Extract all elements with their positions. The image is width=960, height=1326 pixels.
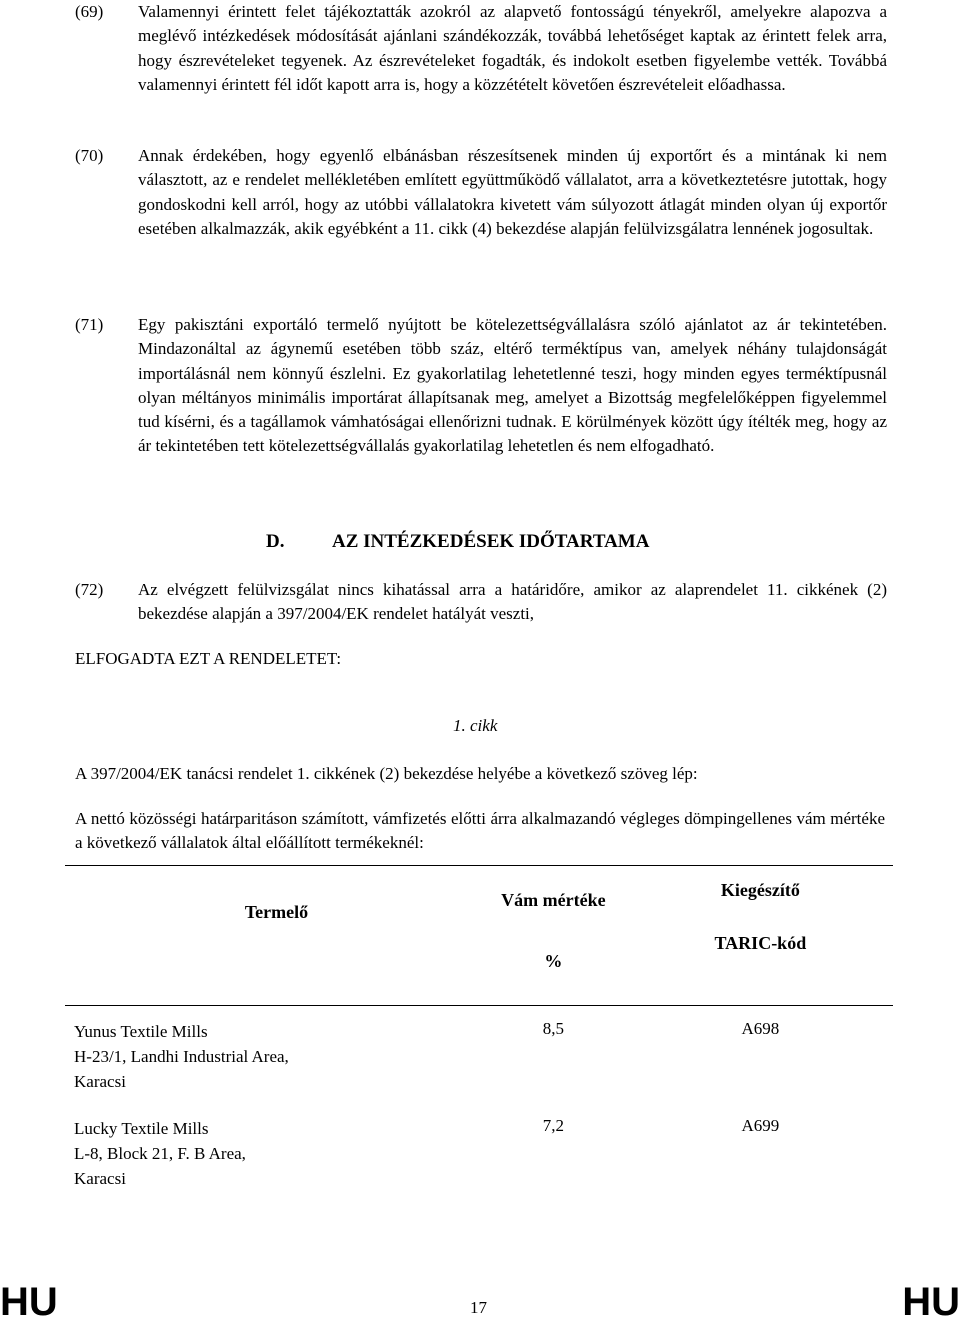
header-rate-label: Vám mértéke xyxy=(501,890,606,910)
header-taric xyxy=(628,866,893,1006)
taric-cell: A699 xyxy=(741,1115,780,1135)
paragraph-text: Egy pakisztáni exportáló termelő nyújtott be kötelezettségvállalásra szóló ajánlatot az ár tekintetében. Mindazonáltal az ágynemű esetében több száz, eltérő terméktípus van, amelyek néhány tulajdonságát importálásnál nem könnyű észlelni. Ez gyakorlatilag lehetetlenné teszi, hogy minden egyes terméktípusnál olyan méltányos minimális importárat állapítsanak meg, amelyet a Bizottság megfelelőképpen figyelemmel tud kísérni, és a tagállamok vámhatóságai ellenőrizni tudnak. E körülmények között úgy ítélték meg, hogy az ár tekintetében tett kötelezettségvállalás gyakorlatilag lehetetlen és nem elfogadható. xyxy=(138,315,887,456)
duty-rate-table xyxy=(65,865,893,1192)
rate-cell: 8,5 xyxy=(542,1019,564,1038)
table-header-row xyxy=(65,866,893,1006)
page-number: 17 xyxy=(470,1298,487,1317)
producer-address: L-8, Block 21, F. B Area, xyxy=(74,1143,246,1163)
producer-address: H-23/1, Landhi Industrial Area, xyxy=(74,1047,289,1066)
article-body: A nettó közösségi határparitáson számított, vámfizetés előtti árra alkalmazandó végleges dömpingellenes vám mértéke a következő vállalatok által előállított termékeknél: xyxy=(75,809,885,853)
header-rate xyxy=(479,866,628,1006)
article-intro: A 397/2004/EK tanácsi rendelet 1. cikkének (2) bekezdése helyébe a következő szöveg lép: xyxy=(75,764,698,783)
producer-name: Lucky Textile Mills xyxy=(74,1118,209,1138)
header-rate-unit: % xyxy=(544,951,563,971)
section-title: AZ INTÉZKEDÉSEK IDŐTARTAMA xyxy=(332,531,650,552)
producer-city: Karacsi xyxy=(74,1168,126,1188)
producer-cell xyxy=(65,1102,479,1192)
paragraph-text: Annak érdekében, hogy egyenlő elbánásban részesítsenek minden új exportőrt és a mintának ki nem választott, az e rendelet mellékletében említett együttműködő vállalatot, arra a következtetésre jutottak, hogy gondoskodni kell arról, hogy az utóbbi vállalatokra kivetett vám súlyozott átlagát minden olyan új exportőr esetében alkalmazzák, akik egyébként a 11. cikk (4) bekezdése alapján felülvizsgálatra lennének jogosultak. xyxy=(138,146,887,238)
rate-cell: 7,2 xyxy=(542,1115,564,1135)
header-producer xyxy=(65,866,479,1006)
paragraph-number: (72) xyxy=(75,580,104,599)
table-row xyxy=(65,1006,893,1102)
section-letter: D. xyxy=(266,531,285,552)
header-producer-label: Termelő xyxy=(244,902,309,922)
paragraph-number: (71) xyxy=(75,315,104,334)
paragraph-number: (70) xyxy=(75,146,104,165)
producer-cell xyxy=(65,1006,479,1102)
paragraph-text: Az elvégzett felülvizsgálat nincs kihatással arra a határidőre, amikor az alaprendelet 11. cikkének (2) bekezdése alapján a 397/2004/EK rendelet hatályát veszti, xyxy=(138,580,887,624)
header-taric-line1: Kiegészítő xyxy=(720,880,800,900)
paragraph-text: Valamennyi érintett felet tájékoztatták azokról az alapvető fontosságú tényekről, amelyekre alapozva a meglévő intézkedések módosítását ajánlani szándékozzák, továbbá lehetőséget kaptak az érintett felek arra, hogy észrevételeket tegyenek. Az észrevételeket fogadták, és indokolt esetben figyelembe vették. Továbbá valamennyi érintett fél időt kapott arra is, hogy a közzétételt követően észrevételeit előadhassa. xyxy=(138,2,887,94)
footer-language-left: HU xyxy=(0,1280,58,1324)
taric-cell: A698 xyxy=(741,1019,780,1038)
article-heading: 1. cikk xyxy=(453,716,498,735)
adoption-statement: ELFOGADTA EZT A RENDELETET: xyxy=(75,649,342,668)
producer-name: Yunus Textile Mills xyxy=(74,1022,208,1041)
footer-language-right: HU xyxy=(902,1280,960,1324)
header-taric-line2: TARIC-kód xyxy=(714,933,807,953)
producer-city: Karacsi xyxy=(74,1072,126,1091)
paragraph-number: (69) xyxy=(75,2,104,21)
table-row xyxy=(65,1102,893,1192)
